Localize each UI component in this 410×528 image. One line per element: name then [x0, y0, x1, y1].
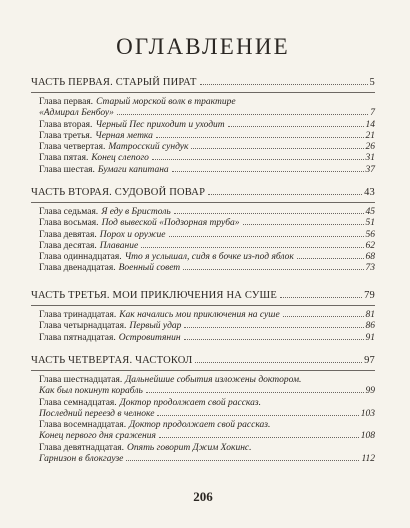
- chapter-label: Глава двенадцатая.: [39, 263, 116, 274]
- chapter-label: Глава одиннадцатая.: [39, 252, 122, 263]
- toc-part-1: [31, 76, 375, 176]
- chapter-label: Глава восьмая.: [39, 218, 99, 229]
- chapter-title: Первый удар: [129, 321, 182, 332]
- part-heading: [31, 186, 375, 200]
- chapter-label: Глава седьмая.: [39, 207, 99, 217]
- chapter-label: Глава пятнадцатая.: [39, 332, 116, 343]
- chapter-page: 91: [365, 332, 375, 343]
- part-title: ЧАСТЬ ПЕРВАЯ. СТАРЫЙ ПИРАТ: [31, 77, 197, 88]
- dot-leader: [200, 84, 368, 85]
- chapter-page: 62: [365, 240, 375, 251]
- chapter-page: 112: [361, 454, 375, 465]
- chapter-label: Глава шестнадцатая.: [39, 375, 123, 385]
- chapter-page: 14: [365, 119, 375, 130]
- chapter-entry: [31, 165, 375, 176]
- chapter-entry: [31, 443, 375, 454]
- dot-leader: [157, 415, 358, 416]
- part-page: 43: [364, 187, 375, 198]
- dot-leader: [126, 460, 359, 461]
- chapter-title: Опять говорит Джим Хокинс.: [127, 442, 252, 453]
- chapter-entry: [31, 131, 375, 142]
- chapter-page: 103: [360, 408, 375, 419]
- dot-leader: [195, 362, 362, 363]
- dot-leader: [297, 258, 364, 259]
- part-heading: [31, 289, 375, 303]
- part-page: 79: [364, 290, 375, 301]
- chapter-title: Черный Пес приходит и уходит: [95, 119, 225, 130]
- part-divider: [31, 202, 375, 203]
- chapter-entry: [31, 142, 375, 153]
- chapter-label: Глава тринадцатая.: [39, 310, 117, 320]
- toc-part-2: [31, 186, 375, 275]
- chapter-entry: [31, 409, 375, 420]
- dot-leader: [141, 247, 363, 248]
- chapter-label: Глава десятая.: [39, 240, 97, 251]
- chapter-title: Что я услышал, сидя в бочке из-под яблок: [124, 252, 294, 263]
- chapter-page: 21: [365, 130, 375, 141]
- part-heading: [31, 76, 375, 90]
- part-divider: [31, 305, 375, 306]
- chapter-title: Старый морской волк в трактире: [96, 97, 236, 107]
- chapter-entry: [31, 153, 375, 164]
- chapter-entry: [31, 252, 375, 263]
- chapter-title: Матросский сундук: [108, 142, 189, 153]
- chapter-page: 51: [365, 218, 375, 229]
- chapter-title: Плавание: [99, 240, 139, 251]
- chapter-label: Глава четвертая.: [39, 142, 106, 153]
- part-heading: [31, 354, 375, 368]
- chapter-title: Последний переезд в челноке: [39, 408, 155, 419]
- chapter-title: «Адмирал Бенбоу»: [39, 108, 114, 119]
- dot-leader: [174, 213, 364, 214]
- chapter-entry: [31, 386, 375, 397]
- chapter-title: Доктор продолжает свой рассказ.: [119, 397, 261, 408]
- dot-leader: [243, 224, 364, 225]
- dot-leader: [146, 392, 364, 393]
- chapter-title: Под вывеской «Подзорная труба»: [101, 218, 240, 229]
- chapter-label: Глава семнадцатая.: [39, 397, 117, 408]
- part-title: ЧАСТЬ ТРЕТЬЯ. МОИ ПРИКЛЮЧЕНИЯ НА СУШЕ: [31, 290, 277, 301]
- chapter-label: Глава девятнадцатая.: [39, 442, 125, 453]
- chapter-entry: [31, 454, 375, 465]
- chapter-title: Как начались мои приключения на суше: [119, 310, 280, 320]
- chapter-entry: [31, 431, 375, 442]
- chapter-page: 26: [365, 142, 375, 153]
- chapter-entry: [31, 120, 375, 131]
- chapter-entry: [31, 310, 375, 321]
- chapter-entry: [31, 218, 375, 229]
- dot-leader: [183, 269, 363, 270]
- chapter-entry: [31, 207, 375, 218]
- chapter-title: Военный совет: [118, 263, 181, 274]
- chapter-entry: [31, 263, 375, 274]
- chapter-title: Доктор продолжает свой рассказ.: [129, 420, 271, 431]
- chapter-entry: [31, 241, 375, 252]
- chapter-title: Порох и оружие: [99, 229, 166, 240]
- toc-part-3: [31, 289, 375, 344]
- chapter-page: 73: [365, 263, 375, 274]
- dot-leader: [191, 148, 363, 149]
- toc-page: [31, 0, 375, 528]
- chapter-page: 37: [365, 164, 375, 175]
- chapter-entry: [31, 398, 375, 409]
- chapter-title: Как был покинут корабль: [39, 386, 143, 397]
- part-page: 5: [369, 77, 375, 88]
- page-number: 206: [193, 489, 213, 504]
- chapter-label: Глава девятая.: [39, 229, 97, 240]
- chapter-page: 31: [365, 153, 375, 164]
- chapter-label: Глава восемнадцатая.: [39, 420, 127, 431]
- chapter-page: 86: [365, 321, 375, 332]
- chapter-label: Глава пятая.: [39, 153, 89, 164]
- chapter-title: Бумаги капитана: [97, 164, 169, 175]
- dot-leader: [117, 114, 368, 115]
- chapter-title: Черная метка: [95, 130, 153, 141]
- dot-leader: [280, 297, 362, 298]
- dot-leader: [156, 137, 364, 138]
- chapter-page: 45: [365, 207, 375, 217]
- chapter-title: Конец первого дня сражения: [39, 431, 156, 442]
- chapter-page: 99: [365, 386, 375, 397]
- dot-leader: [159, 437, 359, 438]
- part-title: ЧАСТЬ ВТОРАЯ. СУДОВОЙ ПОВАР: [31, 187, 206, 198]
- part-divider: [31, 370, 375, 371]
- chapter-title: Гарнизон в блокгаузе: [39, 454, 124, 465]
- part-title: ЧАСТЬ ЧЕТВЕРТАЯ. ЧАСТОКОЛ: [31, 355, 193, 366]
- chapter-label: Глава четырнадцатая.: [39, 321, 127, 332]
- part-page: 97: [364, 355, 375, 366]
- chapter-page: 68: [365, 252, 375, 263]
- chapter-page: 108: [360, 431, 375, 442]
- dot-leader: [169, 236, 364, 237]
- part-divider: [31, 92, 375, 93]
- chapter-page: 7: [370, 108, 375, 119]
- chapter-label: Глава третья.: [39, 130, 93, 141]
- chapter-page: 81: [365, 310, 375, 320]
- dot-leader: [208, 194, 362, 195]
- dot-leader: [228, 126, 364, 127]
- toc-part-4: [31, 354, 375, 465]
- dot-leader: [283, 316, 364, 317]
- chapter-entry: [31, 230, 375, 241]
- chapter-entry: [31, 97, 375, 108]
- chapter-entry: [31, 420, 375, 431]
- chapter-page: 56: [365, 229, 375, 240]
- chapter-title: Я еду в Бристоль: [101, 207, 171, 217]
- chapter-label: Глава шестая.: [39, 164, 95, 175]
- chapter-entry: [31, 375, 375, 386]
- chapter-label: Глава первая.: [39, 97, 94, 107]
- chapter-entry: [31, 108, 375, 119]
- chapter-label: Глава вторая.: [39, 119, 93, 130]
- dot-leader: [184, 327, 363, 328]
- page-title: ОГЛАВЛЕНИЕ: [116, 34, 290, 59]
- dot-leader: [184, 339, 364, 340]
- chapter-title: Островитянин: [118, 332, 181, 343]
- chapter-entry: [31, 321, 375, 332]
- chapter-entry: [31, 333, 375, 344]
- dot-leader: [152, 159, 364, 160]
- chapter-title: Конец слепого: [91, 153, 149, 164]
- chapter-title: Дальнейшие события изложены доктором.: [125, 375, 302, 385]
- dot-leader: [172, 171, 364, 172]
